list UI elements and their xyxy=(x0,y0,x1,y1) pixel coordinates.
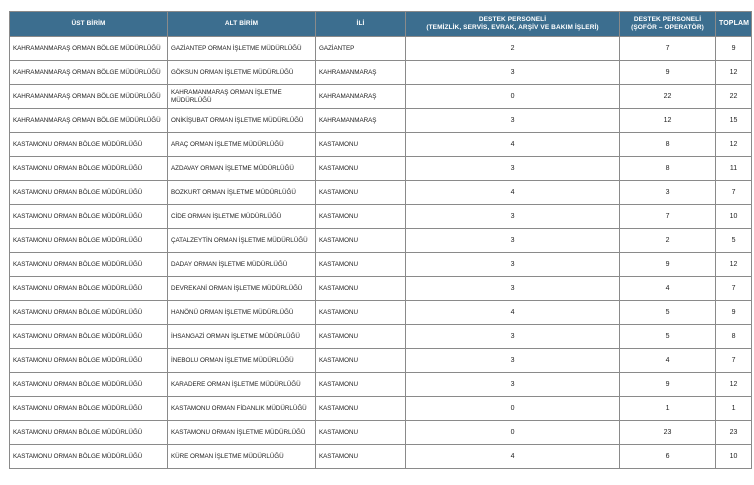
cell-ust-birim: KASTAMONU ORMAN BÖLGE MÜDÜRLÜĞÜ xyxy=(10,301,168,325)
cell-sofor: 4 xyxy=(620,277,716,301)
cell-ili: KASTAMONU xyxy=(316,421,406,445)
personnel-table xyxy=(9,11,752,469)
cell-ust-birim: KASTAMONU ORMAN BÖLGE MÜDÜRLÜĞÜ xyxy=(10,133,168,157)
cell-ust-birim: KASTAMONU ORMAN BÖLGE MÜDÜRLÜĞÜ xyxy=(10,421,168,445)
cell-alt-birim: İNEBOLU ORMAN İŞLETME MÜDÜRLÜĞÜ xyxy=(168,349,316,373)
cell-sofor: 22 xyxy=(620,85,716,109)
header-sofor-line1: DESTEK PERSONELİ xyxy=(633,16,702,23)
cell-ust-birim: KASTAMONU ORMAN BÖLGE MÜDÜRLÜĞÜ xyxy=(10,181,168,205)
cell-destek: 0 xyxy=(406,421,620,445)
cell-alt-birim: BOZKURT ORMAN İŞLETME MÜDÜRLÜĞÜ xyxy=(168,181,316,205)
cell-ust-birim: KASTAMONU ORMAN BÖLGE MÜDÜRLÜĞÜ xyxy=(10,445,168,469)
table-row xyxy=(10,397,752,421)
cell-alt-birim: CİDE ORMAN İŞLETME MÜDÜRLÜĞÜ xyxy=(168,205,316,229)
table-row xyxy=(10,85,752,109)
cell-ust-birim: KAHRAMANMARAŞ ORMAN BÖLGE MÜDÜRLÜĞÜ xyxy=(10,37,168,61)
cell-sofor: 9 xyxy=(620,373,716,397)
table-row xyxy=(10,205,752,229)
cell-toplam: 23 xyxy=(716,421,752,445)
cell-sofor: 9 xyxy=(620,253,716,277)
cell-ili: KASTAMONU xyxy=(316,325,406,349)
cell-toplam: 1 xyxy=(716,397,752,421)
cell-toplam: 12 xyxy=(716,133,752,157)
cell-ust-birim: KASTAMONU ORMAN BÖLGE MÜDÜRLÜĞÜ xyxy=(10,277,168,301)
table-row xyxy=(10,373,752,397)
table-row xyxy=(10,37,752,61)
table-row xyxy=(10,181,752,205)
header-sofor-line2: (ŞOFÖR – OPERATÖR) xyxy=(631,24,704,31)
cell-destek: 3 xyxy=(406,157,620,181)
cell-ili: KASTAMONU xyxy=(316,181,406,205)
cell-toplam: 12 xyxy=(716,61,752,85)
cell-sofor: 5 xyxy=(620,325,716,349)
cell-destek: 3 xyxy=(406,205,620,229)
cell-ust-birim: KASTAMONU ORMAN BÖLGE MÜDÜRLÜĞÜ xyxy=(10,229,168,253)
table-header-row xyxy=(10,12,752,37)
cell-ust-birim: KASTAMONU ORMAN BÖLGE MÜDÜRLÜĞÜ xyxy=(10,205,168,229)
table-row xyxy=(10,229,752,253)
cell-destek: 2 xyxy=(406,37,620,61)
cell-alt-birim: HANÖNÜ ORMAN İŞLETME MÜDÜRLÜĞÜ xyxy=(168,301,316,325)
cell-toplam: 12 xyxy=(716,253,752,277)
cell-ili: KASTAMONU xyxy=(316,157,406,181)
table-row xyxy=(10,253,752,277)
cell-toplam: 9 xyxy=(716,37,752,61)
table-row xyxy=(10,325,752,349)
cell-ust-birim: KASTAMONU ORMAN BÖLGE MÜDÜRLÜĞÜ xyxy=(10,325,168,349)
cell-ust-birim: KASTAMONU ORMAN BÖLGE MÜDÜRLÜĞÜ xyxy=(10,349,168,373)
cell-toplam: 10 xyxy=(716,445,752,469)
cell-sofor: 7 xyxy=(620,205,716,229)
cell-alt-birim: DEVREKANİ ORMAN İŞLETME MÜDÜRLÜĞÜ xyxy=(168,277,316,301)
table-row xyxy=(10,421,752,445)
cell-destek: 3 xyxy=(406,277,620,301)
cell-sofor: 9 xyxy=(620,61,716,85)
cell-ili: KASTAMONU xyxy=(316,373,406,397)
cell-destek: 4 xyxy=(406,301,620,325)
cell-sofor: 3 xyxy=(620,181,716,205)
cell-destek: 3 xyxy=(406,373,620,397)
cell-ili: KASTAMONU xyxy=(316,277,406,301)
header-alt-birim: ALT BİRİM xyxy=(168,12,316,37)
cell-toplam: 7 xyxy=(716,181,752,205)
cell-destek: 3 xyxy=(406,349,620,373)
cell-sofor: 2 xyxy=(620,229,716,253)
cell-toplam: 5 xyxy=(716,229,752,253)
cell-ust-birim: KAHRAMANMARAŞ ORMAN BÖLGE MÜDÜRLÜĞÜ xyxy=(10,61,168,85)
cell-alt-birim: ÇATALZEYTİN ORMAN İŞLETME MÜDÜRLÜĞÜ xyxy=(168,229,316,253)
cell-toplam: 9 xyxy=(716,301,752,325)
table-row xyxy=(10,301,752,325)
table-row xyxy=(10,61,752,85)
cell-sofor: 6 xyxy=(620,445,716,469)
cell-ust-birim: KASTAMONU ORMAN BÖLGE MÜDÜRLÜĞÜ xyxy=(10,157,168,181)
cell-destek: 0 xyxy=(406,397,620,421)
cell-sofor: 8 xyxy=(620,133,716,157)
cell-destek: 3 xyxy=(406,325,620,349)
cell-sofor: 8 xyxy=(620,157,716,181)
cell-toplam: 8 xyxy=(716,325,752,349)
cell-ust-birim: KASTAMONU ORMAN BÖLGE MÜDÜRLÜĞÜ xyxy=(10,373,168,397)
cell-ili: KASTAMONU xyxy=(316,445,406,469)
cell-ili: KASTAMONU xyxy=(316,229,406,253)
cell-ili: KAHRAMANMARAŞ xyxy=(316,61,406,85)
cell-alt-birim: KASTAMONU ORMAN İŞLETME MÜDÜRLÜĞÜ xyxy=(168,421,316,445)
cell-alt-birim: GAZİANTEP ORMAN İŞLETME MÜDÜRLÜĞÜ xyxy=(168,37,316,61)
cell-destek: 4 xyxy=(406,445,620,469)
cell-destek: 3 xyxy=(406,253,620,277)
header-ili: İLİ xyxy=(316,12,406,37)
table-row xyxy=(10,133,752,157)
cell-ili: GAZİANTEP xyxy=(316,37,406,61)
cell-sofor: 4 xyxy=(620,349,716,373)
cell-sofor: 5 xyxy=(620,301,716,325)
cell-ili: KAHRAMANMARAŞ xyxy=(316,85,406,109)
cell-toplam: 10 xyxy=(716,205,752,229)
header-destek-line1: DESTEK PERSONELİ xyxy=(478,16,547,23)
cell-ust-birim: KASTAMONU ORMAN BÖLGE MÜDÜRLÜĞÜ xyxy=(10,397,168,421)
cell-destek: 0 xyxy=(406,85,620,109)
table-row xyxy=(10,349,752,373)
cell-destek: 3 xyxy=(406,61,620,85)
cell-alt-birim: AZDAVAY ORMAN İŞLETME MÜDÜRLÜĞÜ xyxy=(168,157,316,181)
table-row xyxy=(10,277,752,301)
cell-toplam: 15 xyxy=(716,109,752,133)
cell-alt-birim: ARAÇ ORMAN İŞLETME MÜDÜRLÜĞÜ xyxy=(168,133,316,157)
cell-ili: KASTAMONU xyxy=(316,133,406,157)
cell-ust-birim: KAHRAMANMARAŞ ORMAN BÖLGE MÜDÜRLÜĞÜ xyxy=(10,109,168,133)
cell-destek: 4 xyxy=(406,181,620,205)
cell-ili: KASTAMONU xyxy=(316,349,406,373)
header-toplam: TOPLAM xyxy=(716,12,752,37)
cell-toplam: 7 xyxy=(716,349,752,373)
cell-alt-birim: KAHRAMANMARAŞ ORMAN İŞLETME MÜDÜRLÜĞÜ xyxy=(168,85,316,109)
cell-toplam: 11 xyxy=(716,157,752,181)
cell-ili: KAHRAMANMARAŞ xyxy=(316,109,406,133)
cell-toplam: 7 xyxy=(716,277,752,301)
cell-alt-birim: KARADERE ORMAN İŞLETME MÜDÜRLÜĞÜ xyxy=(168,373,316,397)
cell-toplam: 22 xyxy=(716,85,752,109)
cell-ili: KASTAMONU xyxy=(316,205,406,229)
cell-sofor: 12 xyxy=(620,109,716,133)
cell-ili: KASTAMONU xyxy=(316,397,406,421)
cell-ust-birim: KASTAMONU ORMAN BÖLGE MÜDÜRLÜĞÜ xyxy=(10,253,168,277)
header-destek-line2: (TEMİZLİK, SERVİS, EVRAK, ARŞİV VE BAKIM İŞLERİ) xyxy=(426,24,599,31)
cell-sofor: 1 xyxy=(620,397,716,421)
cell-alt-birim: KÜRE ORMAN İŞLETME MÜDÜRLÜĞÜ xyxy=(168,445,316,469)
cell-sofor: 23 xyxy=(620,421,716,445)
cell-alt-birim: KASTAMONU ORMAN FİDANLIK MÜDÜRLÜĞÜ xyxy=(168,397,316,421)
cell-ili: KASTAMONU xyxy=(316,253,406,277)
cell-alt-birim: DADAY ORMAN İŞLETME MÜDÜRLÜĞÜ xyxy=(168,253,316,277)
cell-destek: 3 xyxy=(406,229,620,253)
cell-toplam: 12 xyxy=(716,373,752,397)
cell-alt-birim: ONİKİŞUBAT ORMAN İŞLETME MÜDÜRLÜĞÜ xyxy=(168,109,316,133)
cell-alt-birim: GÖKSUN ORMAN İŞLETME MÜDÜRLÜĞÜ xyxy=(168,61,316,85)
header-sofor-operator xyxy=(620,12,716,37)
cell-ili: KASTAMONU xyxy=(316,301,406,325)
header-destek-personeli xyxy=(406,12,620,37)
table-row xyxy=(10,157,752,181)
header-ust-birim: ÜST BİRİM xyxy=(10,12,168,37)
cell-ust-birim: KAHRAMANMARAŞ ORMAN BÖLGE MÜDÜRLÜĞÜ xyxy=(10,85,168,109)
cell-sofor: 7 xyxy=(620,37,716,61)
cell-destek: 4 xyxy=(406,133,620,157)
cell-destek: 3 xyxy=(406,109,620,133)
table-row xyxy=(10,445,752,469)
table-row xyxy=(10,109,752,133)
cell-alt-birim: İHSANGAZİ ORMAN İŞLETME MÜDÜRLÜĞÜ xyxy=(168,325,316,349)
